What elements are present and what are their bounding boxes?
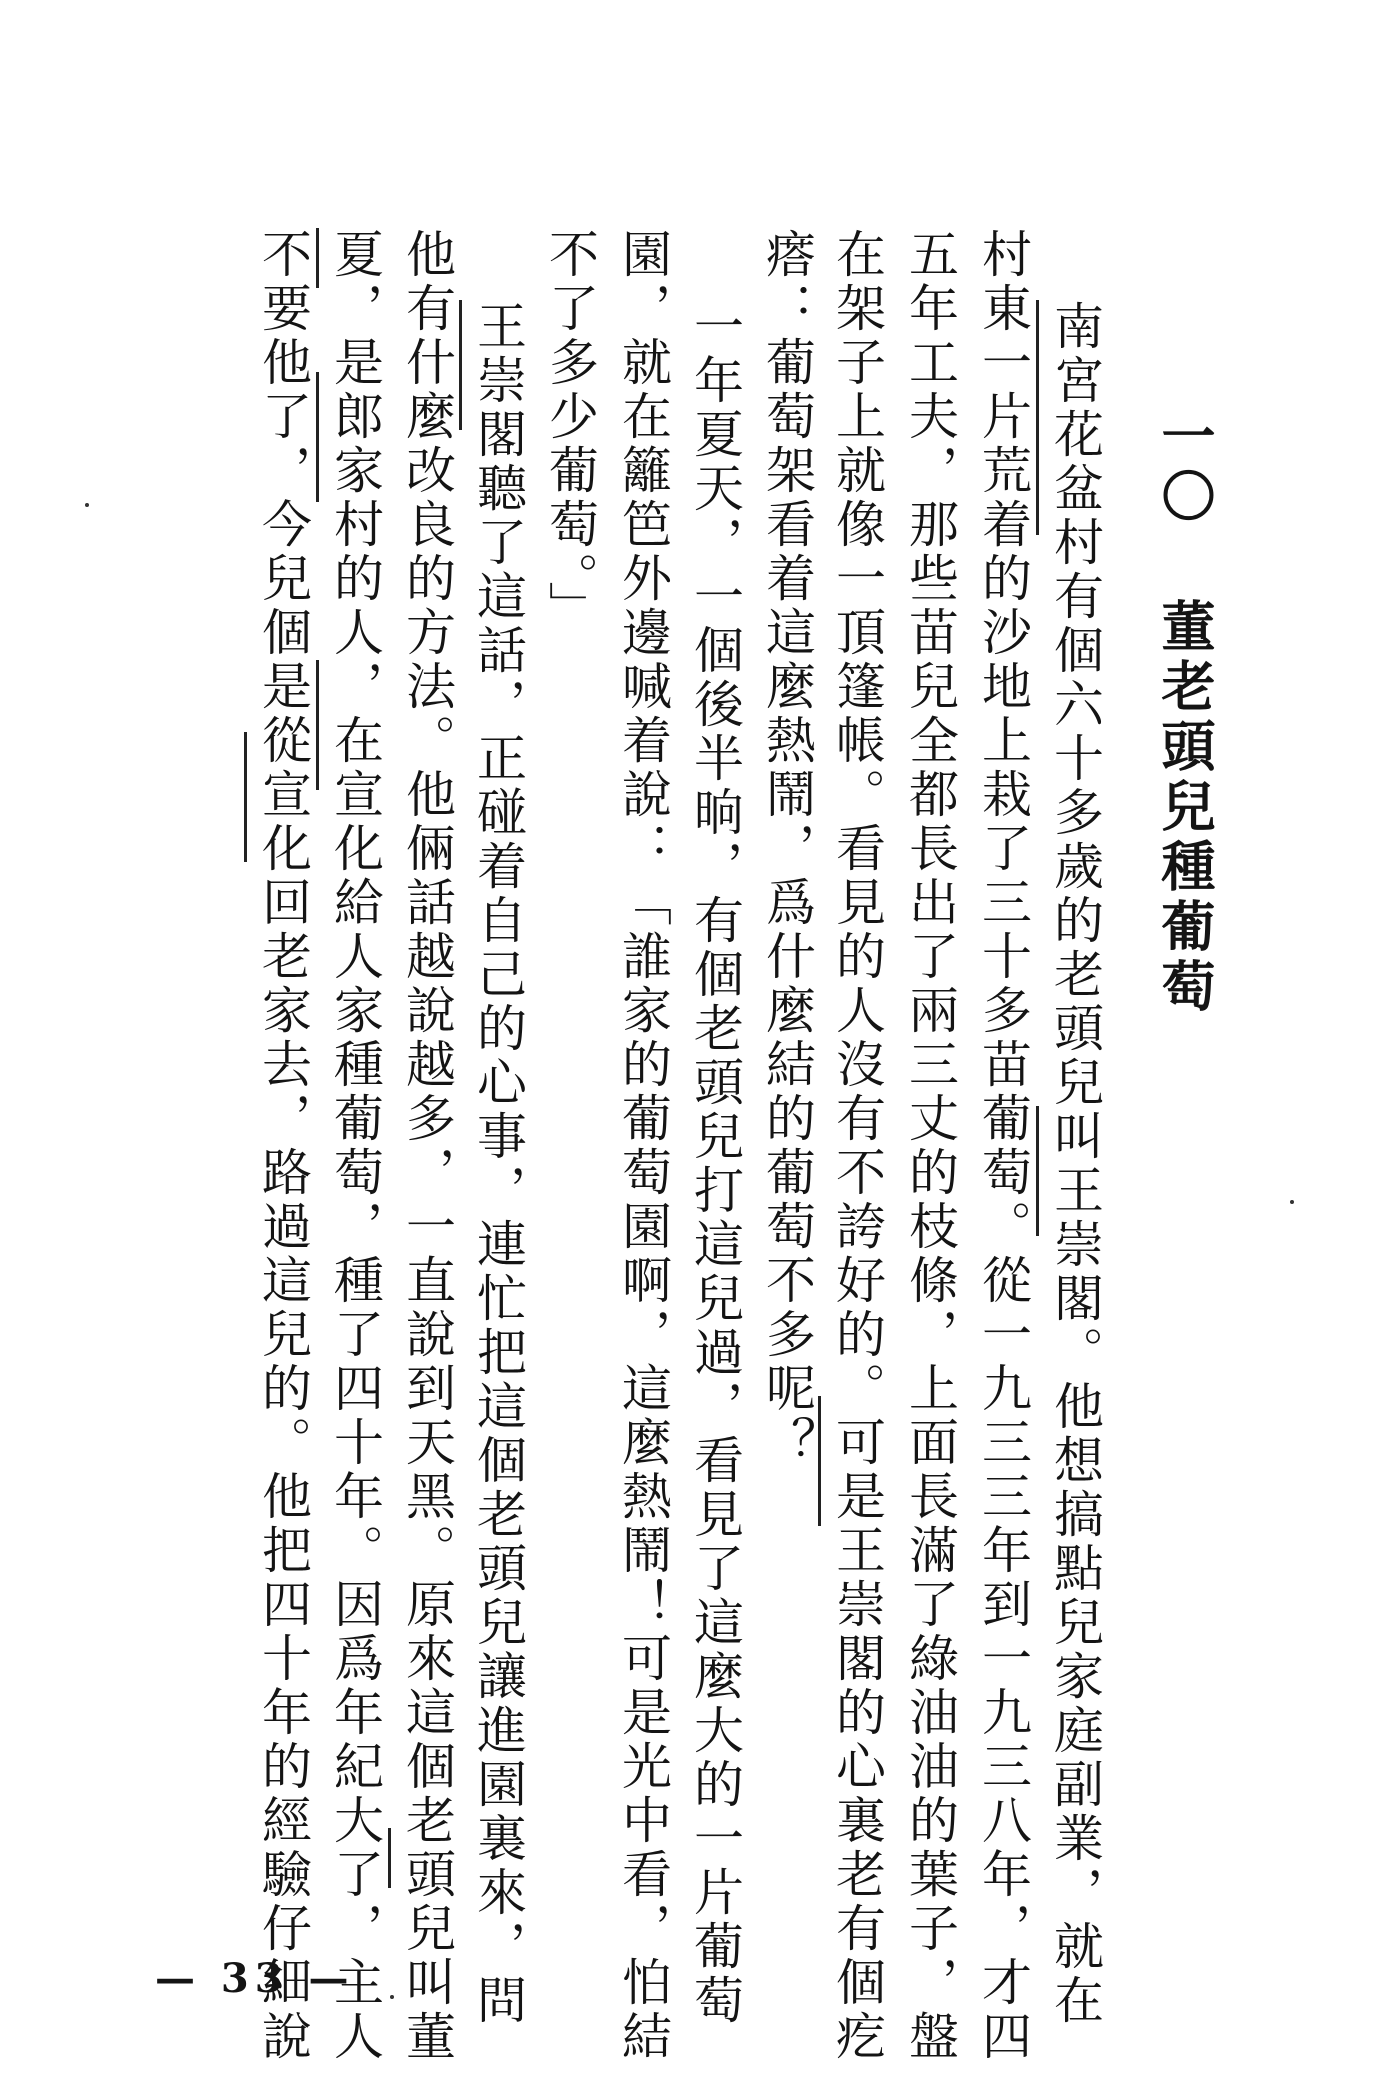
name-mark (244, 732, 247, 862)
text-line-6: 一年夏天，一個後半晌，有個老頭兒打這兒過，看見了這麼大的一片葡萄 (686, 300, 744, 2028)
text-line-12: 不要他了，今兒個是從宣化回老家去，路過這兒的。他把四十年的經驗仔細說 (254, 228, 312, 2064)
name-mark (316, 660, 319, 790)
text-line-3: 五年工夫，那些苗兒全都長出了兩三丈的枝條，上面長滿了綠油油的葉子，盤 (901, 228, 959, 2064)
text-line-1: 南宮花盆村有個六十多歲的老頭兒叫王崇閣。他想搞點兒家庭副業，就在 (1046, 300, 1104, 2028)
text-line-11: 夏，是郎家村的人，在宣化給人家種葡萄，種了四十年。因爲年紀大了，主人 (326, 228, 384, 2064)
name-mark (459, 300, 462, 430)
paper-speck (390, 1995, 394, 1999)
name-mark (1036, 1106, 1039, 1236)
text-line-10: 他有什麼改良的方法。他倆話越說越多，一直說到天黑。原來這個老頭兒叫董 (398, 228, 456, 2064)
name-mark (1036, 300, 1039, 535)
name-mark (316, 228, 319, 288)
name-mark (388, 1828, 391, 1888)
page-number: — 33 — (155, 1955, 355, 2002)
text-line-7: 園，就在籬笆外邊喊着說：「誰家的葡萄園啊，這麼熱鬧！可是光中看，怕結 (614, 228, 672, 2064)
text-line-4: 在架子上就像一頂篷帳。看見的人沒有不誇好的。可是王崇閣的心裏老有個疙 (828, 228, 886, 2064)
text-line-9: 王崇閣聽了這話，正碰着自己的心事，連忙把這個老頭兒讓進園裏來，問 (469, 300, 527, 2028)
paper-speck (1290, 1200, 1294, 1204)
chapter-heading: 一〇 董老頭兒種葡萄 (1153, 408, 1217, 1018)
text-line-8: 不了多少葡萄。」 (541, 228, 599, 635)
text-line-2: 村東一片荒着的沙地上栽了三十多苗葡萄。從一九三三年到一九三八年，才四 (974, 228, 1032, 2064)
name-mark (316, 372, 319, 502)
name-mark (818, 1396, 821, 1526)
paper-speck (85, 503, 89, 507)
text-line-5: 瘩：葡萄架看着這麼熱鬧，爲什麼結的葡萄不多呢？ (758, 228, 816, 1470)
